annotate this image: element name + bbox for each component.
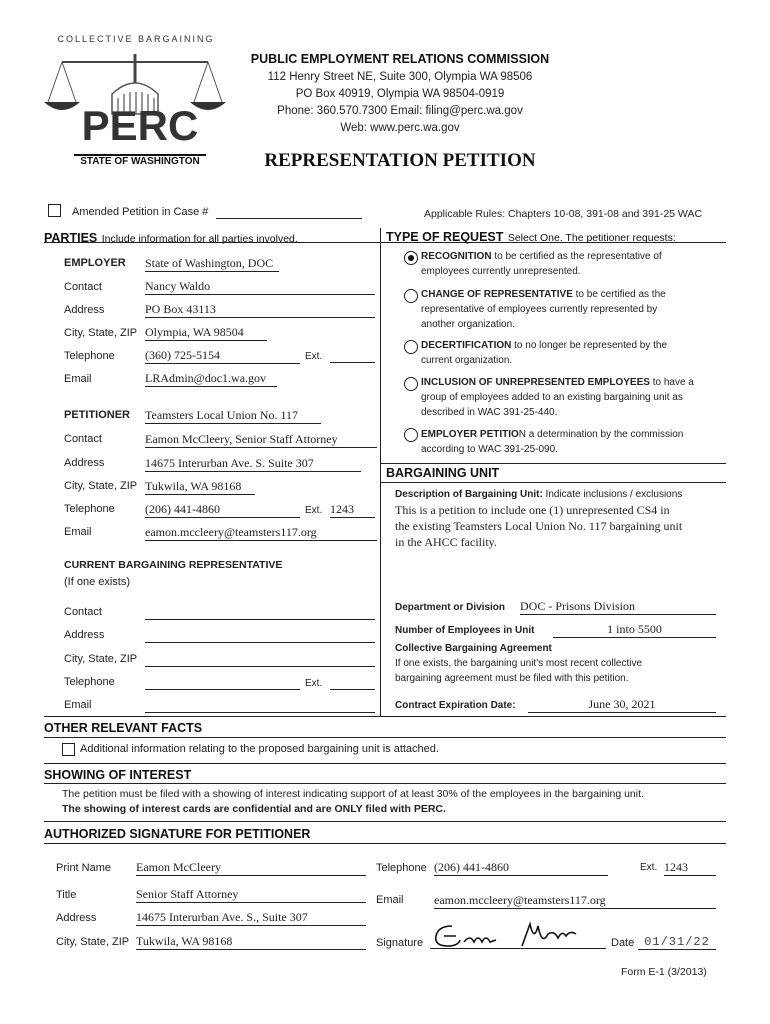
petitioner-contact-label: Contact xyxy=(64,433,102,445)
interest-underline xyxy=(44,783,726,784)
recognition-text1: to be certified as the representative of xyxy=(491,251,662,262)
rep-city-field[interactable] xyxy=(145,652,375,667)
divider-signature xyxy=(44,821,726,822)
unit-desc-line-2: the existing Teamsters Local Union No. 117 bargaining unit xyxy=(395,519,683,533)
decertification-text2: current organization. xyxy=(421,355,513,366)
decertification-title: DECERTIFICATION xyxy=(421,340,512,351)
sig-city-label: City, State, ZIP xyxy=(56,936,130,948)
facts-checkbox[interactable] xyxy=(62,743,75,756)
num-employees-field[interactable]: 1 into 5500 xyxy=(553,622,716,638)
change-of-rep-title: CHANGE OF REPRESENTATIVE xyxy=(421,289,573,300)
date-field[interactable]: 01/31/22 xyxy=(638,935,716,950)
petitioner-email-label: Email xyxy=(64,526,92,538)
rep-address-field[interactable] xyxy=(145,628,375,643)
petitioner-heading: PETITIONER xyxy=(64,409,131,421)
signature-underline xyxy=(44,843,726,844)
petitioner-ext-field[interactable]: 1243 xyxy=(330,502,375,518)
sig-ext-field[interactable]: 1243 xyxy=(664,860,716,876)
employer-email-field[interactable]: LRAdmin@doc1.wa.gov xyxy=(145,371,277,387)
employer-contact-label: Contact xyxy=(64,281,102,293)
employer-petition-text2: according to WAC 391-25-090. xyxy=(421,444,558,455)
petitioner-address-field[interactable]: 14675 Interurban Ave. S. Suite 307 xyxy=(145,456,361,472)
expiration-label: Contract Expiration Date: xyxy=(395,700,516,711)
interest-title: SHOWING OF INTEREST xyxy=(44,768,192,782)
petitioner-phone-field[interactable]: (206) 441-4860 xyxy=(145,502,300,518)
applicable-rules: Applicable Rules: Chapters 10-08, 391-08 and 391-25 WAC xyxy=(424,208,703,220)
recognition-text2: employees currently unrepresented. xyxy=(421,266,581,277)
sig-address-label: Address xyxy=(56,912,97,924)
employer-city-field[interactable]: Olympia, WA 98504 xyxy=(145,325,267,341)
handwritten-signature xyxy=(430,920,606,950)
petitioner-contact-field[interactable]: Eamon McCleery, Senior Staff Attorney xyxy=(145,432,377,448)
inclusion-option xyxy=(421,375,726,420)
divider-unit-under xyxy=(380,482,726,483)
recognition-radio[interactable] xyxy=(404,251,418,265)
rep-email-label: Email xyxy=(64,699,92,711)
decertification-text1: to no longer be represented by the xyxy=(511,340,668,351)
print-name-label: Print Name xyxy=(56,862,112,874)
inclusion-radio[interactable] xyxy=(404,377,418,391)
unit-desc-line-3: in the AHCC facility. xyxy=(395,535,497,549)
divider-unit xyxy=(380,463,726,464)
expiration-field[interactable]: June 30, 2021 xyxy=(528,697,716,713)
change-of-rep-text1: to be certified as the xyxy=(572,289,666,300)
recognition-title: RECOGNITION xyxy=(421,251,492,262)
employer-heading: EMPLOYER xyxy=(64,257,126,269)
logo-arc-text: COLLECTIVE BARGAINING xyxy=(57,34,215,44)
amended-checkbox[interactable] xyxy=(48,204,61,217)
request-title: TYPE OF REQUEST xyxy=(386,230,504,244)
cba-note-2: bargaining agreement must be filed with this petition. xyxy=(395,673,629,684)
sig-city-field[interactable]: Tukwila, WA 98168 xyxy=(136,934,366,950)
employer-email-label: Email xyxy=(64,373,92,385)
facts-underline xyxy=(44,737,726,738)
agency-contact: Phone: 360.570.7300 Email: filing@perc.wa.gov xyxy=(277,105,523,117)
petitioner-phone-label: Telephone xyxy=(64,503,115,515)
change-of-rep-radio[interactable] xyxy=(404,289,418,303)
sig-email-field[interactable]: eamon.mccleery@teamsters117.org xyxy=(434,893,716,909)
signature-label: Signature xyxy=(376,937,424,949)
logo-state: STATE OF WASHINGTON xyxy=(74,154,206,167)
form-title: REPRESENTATION PETITION xyxy=(264,150,536,171)
inclusion-text2: group of employees added to an existing bargaining unit as xyxy=(421,392,683,403)
divider-interest xyxy=(44,763,726,764)
sig-address-field[interactable]: 14675 Interurban Ave. S., Suite 307 xyxy=(136,910,366,926)
petitioner-city-label: City, State, ZIP xyxy=(64,480,138,492)
employer-name-field[interactable]: State of Washington, DOC xyxy=(145,256,279,272)
logo-perc: PERC xyxy=(81,102,199,149)
signature-title: AUTHORIZED SIGNATURE FOR PETITIONER xyxy=(44,827,311,841)
employer-petition-title: EMPLOYER PETITIO xyxy=(421,429,519,440)
unit-desc-line-1: This is a petition to include one (1) unrepresented CS4 in xyxy=(395,503,670,517)
employer-ext-label: Ext. xyxy=(305,351,323,362)
agency-web: Web: www.perc.wa.gov xyxy=(340,122,460,134)
employer-phone-label: Telephone xyxy=(64,350,115,362)
petitioner-address-label: Address xyxy=(64,457,105,469)
petitioner-name-field[interactable]: Teamsters Local Union No. 117 xyxy=(145,408,321,424)
current-rep-heading: CURRENT BARGAINING REPRESENTATIVE xyxy=(64,559,283,571)
print-name-field[interactable]: Eamon McCleery xyxy=(136,860,366,876)
request-heading xyxy=(386,228,676,246)
employer-address-field[interactable]: PO Box 43113 xyxy=(145,302,375,318)
rep-ext-field[interactable] xyxy=(330,675,375,690)
agency-address: 112 Henry Street NE, Suite 300, Olympia WA 98506 xyxy=(267,71,533,83)
change-of-rep-option xyxy=(421,287,726,332)
divider-bottom xyxy=(44,716,726,717)
form-id: Form E-1 (3/2013) xyxy=(621,966,707,978)
interest-line-1: The petition must be filed with a showing of interest indicating support of at least 30% of the employees in the bargaining unit. xyxy=(62,788,644,800)
employer-address-label: Address xyxy=(64,304,105,316)
rep-address-label: Address xyxy=(64,629,105,641)
employer-petition-option xyxy=(421,427,726,457)
change-of-rep-text3: another organization. xyxy=(421,319,515,330)
unit-title: BARGAINING UNIT xyxy=(386,466,500,480)
inclusion-text1: to have a xyxy=(649,377,694,388)
date-label: Date xyxy=(611,937,635,949)
request-note: Select One. The petitioner requests: xyxy=(507,232,676,244)
employer-city-label: City, State, ZIP xyxy=(64,327,138,339)
divider-vertical xyxy=(380,228,381,716)
facts-title: OTHER RELEVANT FACTS xyxy=(44,721,203,735)
dept-label: Department or Division xyxy=(395,602,506,613)
rep-phone-label: Telephone xyxy=(64,676,115,688)
decertification-radio[interactable] xyxy=(404,340,418,354)
cba-label: Collective Bargaining Agreement xyxy=(395,643,552,654)
petitioner-email-field[interactable]: eamon.mccleery@teamsters117.org xyxy=(145,525,377,541)
parties-heading xyxy=(44,229,298,247)
sig-phone-label: Telephone xyxy=(376,862,427,874)
petitioner-city-field[interactable]: Tukwila, WA 98168 xyxy=(145,479,255,495)
employer-phone-field[interactable]: (360) 725-5154 xyxy=(145,348,300,364)
sig-title-label: Title xyxy=(56,889,77,901)
sig-ext-label: Ext. xyxy=(640,862,658,873)
sig-title-field[interactable]: Senior Staff Attorney xyxy=(136,887,366,903)
rep-city-label: City, State, ZIP xyxy=(64,653,138,665)
employer-contact-field[interactable]: Nancy Waldo xyxy=(145,279,375,295)
sig-phone-field[interactable]: (206) 441-4860 xyxy=(434,860,608,876)
unit-description-label xyxy=(395,487,682,502)
agency-name: PUBLIC EMPLOYMENT RELATIONS COMMISSION xyxy=(250,52,550,66)
signature-field[interactable] xyxy=(430,920,606,949)
rep-ext-label: Ext. xyxy=(305,678,323,689)
change-of-rep-text2: representative of employees currently represented by xyxy=(421,304,658,315)
sig-email-label: Email xyxy=(376,894,404,906)
rep-contact-label: Contact xyxy=(64,606,102,618)
rep-contact-field[interactable] xyxy=(145,605,375,620)
unit-desc-hint: Indicate inclusions / exclusions xyxy=(542,489,683,500)
amended-case-field[interactable] xyxy=(216,204,362,219)
current-rep-subheading: (If one exists) xyxy=(64,576,131,588)
petitioner-ext-label: Ext. xyxy=(305,505,323,516)
parties-title: PARTIES xyxy=(44,231,98,245)
rep-email-field[interactable] xyxy=(145,698,375,713)
employer-ext-field[interactable] xyxy=(330,348,375,363)
employer-petition-text1: N a determination by the commission xyxy=(518,429,684,440)
employer-petition-radio[interactable] xyxy=(404,428,418,442)
recognition-option xyxy=(421,249,726,279)
parties-note: Include information for all parties involved. xyxy=(101,233,298,245)
rep-phone-field[interactable] xyxy=(145,675,300,690)
decertification-option xyxy=(421,338,726,368)
inclusion-title: INCLUSION OF UNREPRESENTED EMPLOYEES xyxy=(421,377,650,388)
cba-note-1: If one exists, the bargaining unit's most recent collective xyxy=(395,658,643,669)
facts-item: Additional information relating to the proposed bargaining unit is attached. xyxy=(80,743,439,755)
agency-po-box: PO Box 40919, Olympia WA 98504-0919 xyxy=(295,88,505,100)
unit-description-text[interactable] xyxy=(395,502,725,550)
amended-label: Amended Petition in Case # xyxy=(72,206,209,218)
dept-field[interactable]: DOC - Prisons Division xyxy=(520,599,716,615)
inclusion-text3: described in WAC 391-25-440. xyxy=(421,407,558,418)
unit-desc-label: Description of Bargaining Unit: xyxy=(395,489,543,500)
interest-line-2: The showing of interest cards are confidential and are ONLY filed with PERC. xyxy=(62,803,446,815)
num-employees-label: Number of Employees in Unit xyxy=(395,625,535,636)
